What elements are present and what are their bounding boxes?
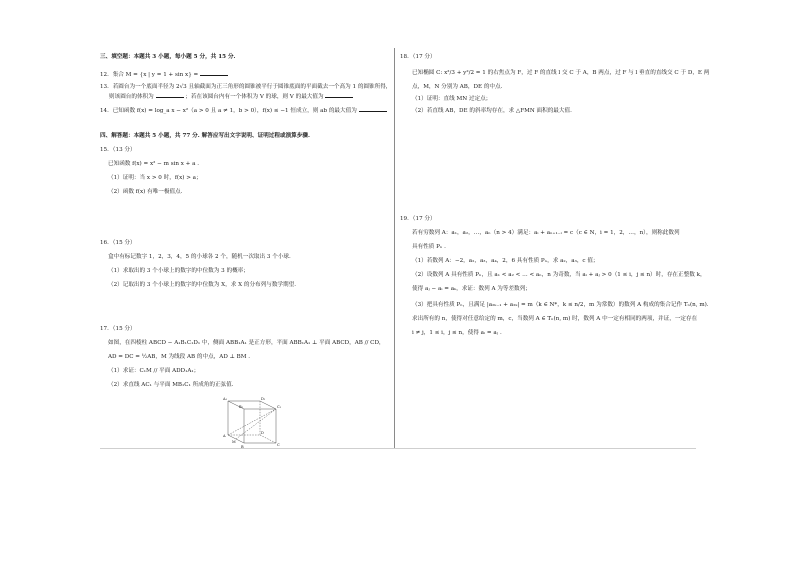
label-b: B <box>241 445 244 449</box>
answer-blank-12[interactable] <box>200 70 228 76</box>
q19-part2-line1: （2）设数列 A 具有性质 Pₙ，且 a₁ < a₂ < … < aₙ，n 为奇数，当 aᵢ + aⱼ > 0（1 ≤ i，j ≤ n）时，存在正整数 k， <box>412 272 706 278</box>
q17-stem-line2: AD = DC = ½AB，M 为线段 AB 的中点，AD ⊥ BM . <box>108 354 251 360</box>
question-12-text: 12．集合 M = {x | y = 1 + sin x} = <box>100 72 199 78</box>
prism-figure <box>222 395 284 451</box>
segment-m-c1 <box>236 409 276 439</box>
label-a1: A₁ <box>223 397 228 401</box>
question-14-text: 14．已知函数 f(x) = log_a x − x²（a > 0 且 a ≠ 1，b > 0），f(x) ≤ −1 恒成立，则 ab 的最大值为 <box>100 108 357 114</box>
label-c1: C₁ <box>277 405 282 409</box>
q15-part2: （2）函数 f(x) 有唯一极值点. <box>108 189 183 195</box>
q16-part2: （2）记取出的 3 个小球上的数字的中位数为 X，求 X 的分布列与数学期望. <box>108 282 296 288</box>
q18-part1: （1）证明：直线 MN 过定点； <box>412 96 492 102</box>
q15-part1: （1）证明：当 x > 0 时，f(x) > a； <box>108 175 202 181</box>
q19-part3-line1: （3）把具有性质 Pₙ，且满足 |a₂ₖ₋₁ + a₂ₖ| = m（k ∈ N*，k ≤ n/2，m 为常数）的数列 A 构成的集合记作 Tₙ(n, m). <box>412 302 709 308</box>
label-m: M <box>232 440 236 444</box>
q16-stem: 盒中有标记数字 1，2，3，4，5 的小球各 2 个，随机一次取出 3 个小球. <box>108 254 291 260</box>
q16-title: 16．（15 分） <box>100 240 136 246</box>
question-12 <box>100 70 228 79</box>
question-14 <box>100 106 387 115</box>
q18-part2: （2）若直线 AB，DE 的斜率均存在，求 △FMN 面积的最大值. <box>412 108 572 114</box>
edge-d1-c1 <box>260 401 276 409</box>
label-c: C <box>277 443 280 447</box>
answer-blank-14[interactable] <box>359 106 387 112</box>
q17-stem-line1: 如图，在四棱柱 ABCD − A₁B₁C₁D₁ 中，侧面 ABB₁A₁ 是正方形，平面 ABB₁A₁ ⊥ 平面 ABCD，AB // CD， <box>108 340 385 346</box>
q18-stem-line1: 已知椭圆 C: x²/3 + y²/2 = 1 的右焦点为 F，过 F 的直线 l 交 C 于 A，B 两点，过 F 与 l 垂直的直线交 C 于 D，E 两 <box>412 70 710 76</box>
segment-a-c1 <box>228 409 276 435</box>
answer-blank-13a[interactable] <box>156 92 184 98</box>
answer-blank-13b[interactable] <box>325 92 353 98</box>
edge-d-c <box>260 435 276 443</box>
question-13-line2-start: 则该圆台的体积为 <box>109 94 154 100</box>
q19-stem-line1: 若有穷数列 A：a₁，a₂，…，aₙ（n > 4）满足：aᵢ + aₙ₊₁₋ᵢ = c（c ∈ N，i = 1，2，…，n），则称此数列 <box>412 230 680 236</box>
q18-stem-line2: 点，M，N 分别为 AB，DE 的中点. <box>412 84 503 90</box>
question-13-line1: 13．若圆台为一个底面半径为 2√3 且轴截面为正三角形的圆锥被平行于圆锥底面的平面截去一个高为 1 的圆锥所得， <box>100 84 392 90</box>
question-13-line2 <box>100 92 353 101</box>
q15-title: 15．（13 分） <box>100 147 136 153</box>
q19-title: 19．（17 分） <box>400 216 436 222</box>
label-d: D <box>261 431 264 435</box>
column-divider <box>394 48 395 448</box>
q19-part2-line2: 使得 aⱼ − aᵢ = aₖ，求证：数列 A 为等差数列； <box>412 286 531 292</box>
q17-part2: （2）求直线 AC₁ 与平面 MB₁C₁ 所成角的正弦值. <box>108 382 234 388</box>
q17-part1: （1）求证：C₁M // 平面 ADD₁A₁； <box>108 368 200 374</box>
label-b1: B₁ <box>239 405 244 409</box>
label-a: A <box>223 434 226 438</box>
q16-part1: （1）求取出的 3 个小球上的数字的中位数为 3 的概率； <box>108 268 249 274</box>
bottom-rule <box>100 448 696 449</box>
label-d1: D₁ <box>261 397 266 401</box>
q17-title: 17．（15 分） <box>100 326 136 332</box>
section4-header: 四、解答题：本题共 5 小题，共 77 分. 解答应写出文字说明、证明过程或演算步骤. <box>100 133 310 139</box>
q19-stem-line2: 具有性质 Pₙ . <box>412 244 446 250</box>
q19-part3-line2: 求出所有的 n，使得对任意给定的 m，c，当数列 A ∈ Tₙ(n, m) 时，数列 A 中一定有相同的两项，并证，一定存在 <box>412 316 698 322</box>
q18-title: 18．（17 分） <box>400 54 436 60</box>
q15-stem: 已知函数 f(x) = x² − m sin x + a . <box>108 161 200 167</box>
question-13-line2-mid: ；若在该圆台内有一个体积为 V 的球，则 V 的最大值为 <box>185 94 324 100</box>
q19-part1: （1）若数列 A：−2，a₂，a₃，a₄，2，6 具有性质 Pₙ，求 a₂，a₃，c 值； <box>412 258 599 264</box>
section3-header: 三、填空题：本题共 3 小题，每小题 5 分，共 15 分. <box>100 54 236 60</box>
q19-part3-line3: i ≠ j，1 ≤ i，j ≤ n，使得 aᵢ = aⱼ . <box>412 330 502 336</box>
